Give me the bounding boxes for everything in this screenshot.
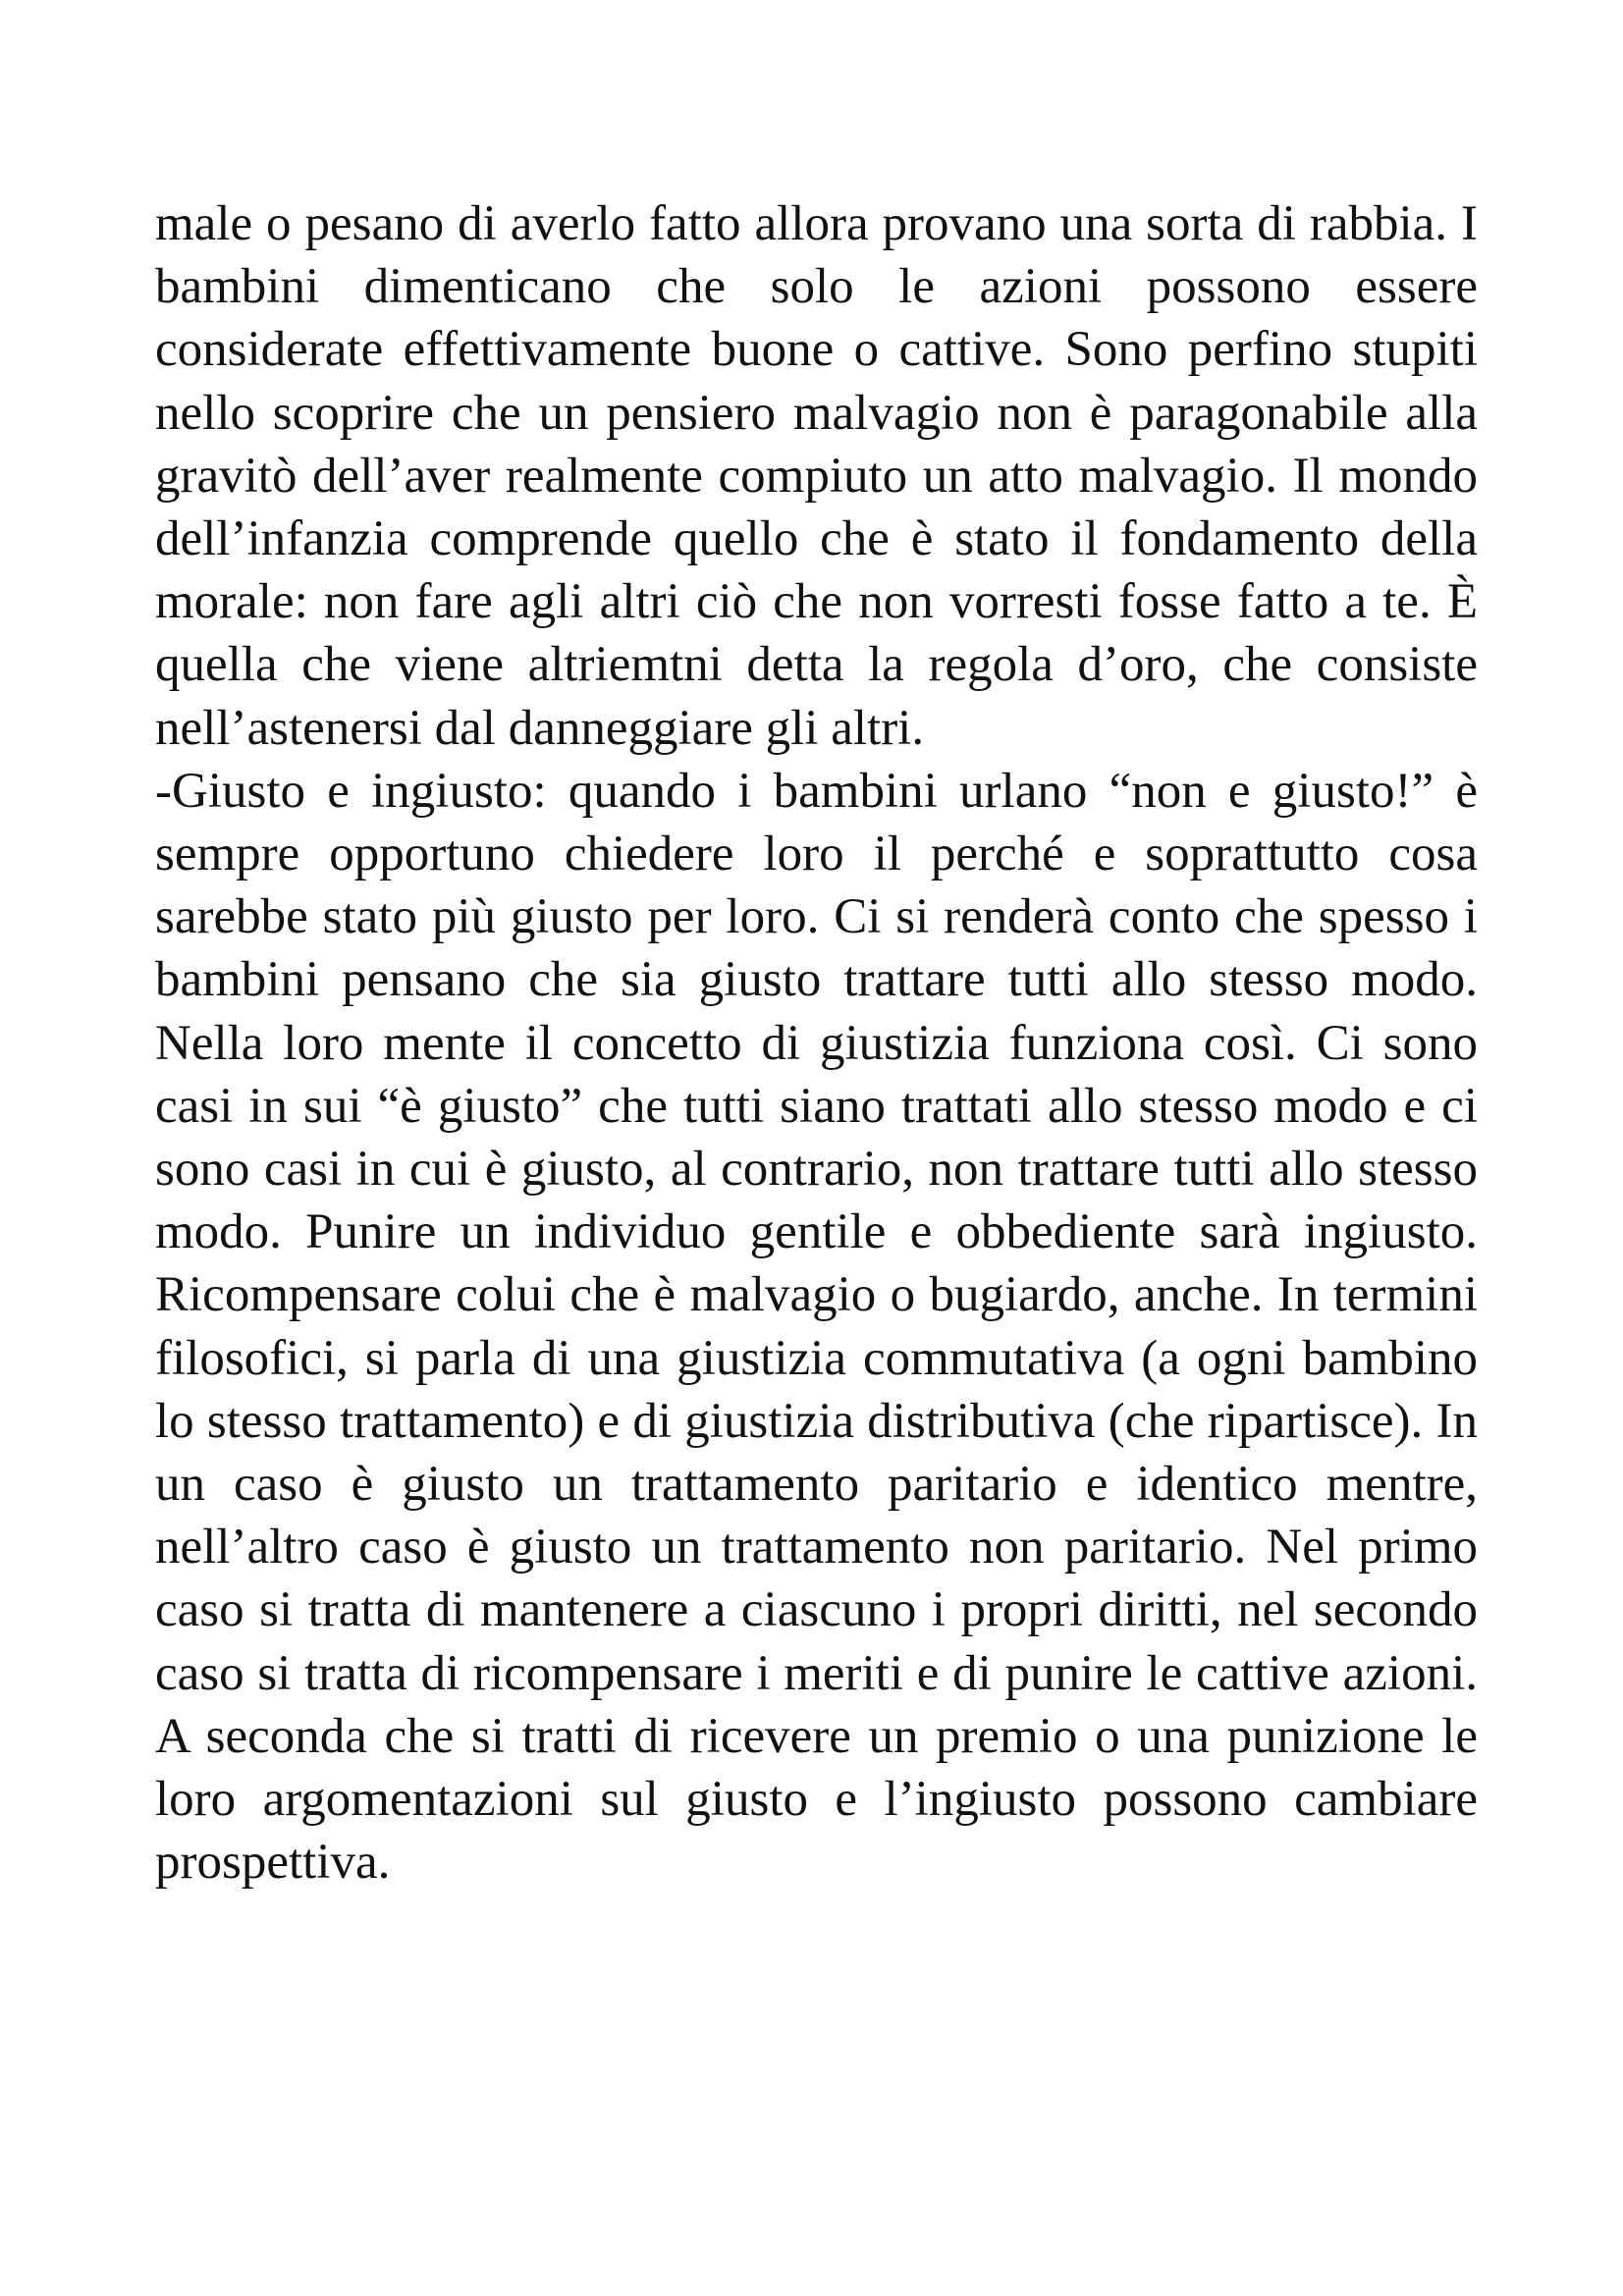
body-text — [155, 192, 1478, 1894]
paragraph-just-unjust: -Giusto e ingiusto: quando i bambini urlano “non e giusto!” è sempre opportuno chiedere loro il perché e soprattutto cosa sarebbe stato più giusto per loro. Ci si renderà conto che spesso i bambini pensano che sia giusto trattare tutti allo stesso modo. Nella loro mente il concetto di giustizia funziona così. Ci sono casi in sui “è giusto” che tutti siano trattati allo stesso modo e ci sono casi in cui è giusto, al contrario, non trattare tutti allo stesso modo. Punire un individuo gentile e obbediente sarà ingiusto. Ricompensare colui che è malvagio o bugiardo, anche. In termini filosofici, si parla di una giustizia commutativa (a ogni bambino lo stesso trattamento) e di giustizia distributiva (che ripartisce). In un caso è giusto un trattamento paritario e identico mentre, nell’altro caso è giusto un trattamento non paritario. Nel primo caso si tratta di mantenere a ciascuno i propri diritti, nel secondo caso si tratta di ricompensare i meriti e di punire le cattive azioni. A seconda che si tratti di ricevere un premio o una punizione le loro argomentazioni sul giusto e l’ingiusto possono cambiare prospettiva. — [155, 763, 1478, 1891]
paragraph-moral-foundation: male o pesano di averlo fatto allora provano una sorta di rabbia. I bambini dimenticano che solo le azioni possono essere considerate effettivamente buone o cattive. Sono perfino stupiti nello scoprire che un pensiero malvagio non è paragonabile alla gravitò dell’aver realmente compiuto un atto malvagio. Il mondo dell’infanzia comprende quello che è stato il fondamento della morale: non fare agli altri ciò che non vorresti fosse fatto a te. È quella che viene altriemtni detta la regola d’oro, che consiste nell’astenersi dal danneggiare gli altri. — [155, 196, 1478, 756]
